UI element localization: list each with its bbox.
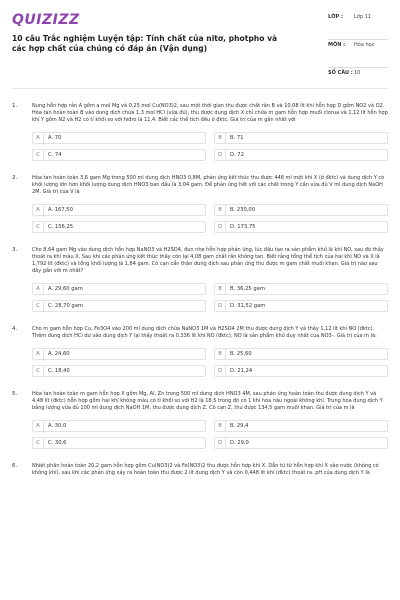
option-letter-box: A bbox=[33, 349, 44, 359]
option-text: D. 173,75 bbox=[230, 224, 256, 230]
option-text: C. 30,6 bbox=[48, 440, 67, 446]
question-item bbox=[12, 463, 388, 477]
answer-option[interactable] bbox=[214, 204, 388, 216]
answer-option[interactable] bbox=[214, 149, 388, 161]
option-letter-box: A bbox=[33, 205, 44, 215]
option-text: B. 25,60 bbox=[230, 351, 252, 357]
question-text: Cho m gam hỗn hợp Cu, Fe3O4 vào 200 ml dung dịch chứa NaNO3 1M và H2SO4 2M thu được dung dịch Y và thấy 1,12 lít khí NO (đktc). Thêm dung dịch HCl dư vào dung dịch Y lại thấy thoát ra 0,336 lít khí NO (đktc), NO là sản phẩm khử duy nhất của NO3-. Giá trị của m là: bbox=[32, 326, 377, 339]
answer-option[interactable] bbox=[32, 221, 206, 233]
worksheet-header bbox=[12, 12, 388, 84]
question-item bbox=[12, 175, 388, 233]
option-letter-box: C bbox=[33, 438, 44, 448]
option-text: A. 29,60 gam bbox=[48, 286, 83, 292]
option-text: C. 18,40 bbox=[48, 368, 70, 374]
option-text: B. 71 bbox=[230, 135, 244, 141]
answer-options bbox=[32, 204, 388, 233]
option-text: A. 24,60 bbox=[48, 351, 70, 357]
answer-options bbox=[32, 132, 388, 161]
meta-count-label: SỐ CÂU : bbox=[328, 70, 353, 76]
option-letter-box: A bbox=[33, 284, 44, 294]
option-letter-box: A bbox=[33, 421, 44, 431]
option-text: B. 230,00 bbox=[230, 207, 256, 213]
meta-grade-label: LỚP : bbox=[328, 14, 343, 20]
answer-option[interactable] bbox=[214, 300, 388, 312]
question-number: 6. bbox=[12, 463, 18, 469]
question-text: Nhiệt phân hoàn toàn 20,2 gam hỗn hợp gồm Cu(NO3)2 và Fe(NO3)2 thu được hỗn hợp khí X. Dẫn từ từ hỗn hợp khí X vào nước (không có không khí), sau khi các phản ứng xảy ra hoàn toàn thu được 2 lít dung dịch Y và còn 0,448 lít khí (đktc) thoát ra. pH của dung dịch Y là bbox=[32, 463, 379, 476]
answer-option[interactable] bbox=[32, 149, 206, 161]
option-letter-box: C bbox=[33, 222, 44, 232]
option-letter-box: C bbox=[33, 150, 44, 160]
option-text: D. 31,52 gam bbox=[230, 303, 266, 309]
answer-option[interactable] bbox=[32, 437, 206, 449]
meta-grade-row bbox=[328, 12, 388, 40]
question-text: Cho 8,64 gam Mg vào dung dịch hỗn hợp NaNO3 và H2SO4, đun nhẹ hỗn hợp phản ứng, lúc đầu tạo ra sản phẩm khử là khí NO, sau đó thấy thoát ra khí màu X. Sau khi các phản ứng kết thúc thấy còn lại 4,08 gam chất rắn không tan. Biết rằng tổng thể tích của hai khí NO và X là 1,792 lít (đktc) và tổng khối lượng là 1,84 gam. Cô cạn cẩn thận dung dịch sau phản ứng thu được m gam chất muối khan. Giá trị nào sau đây gần với m nhất? bbox=[32, 247, 384, 274]
option-text: C. 74 bbox=[48, 152, 62, 158]
question-text: Nung hỗn hợp rắn A gồm a mol Mg và 0,25 mol Cu(NO3)2, sau một thời gian thu được chất rắn B và 10,08 lít khí hỗn hợp D gồm NO2 và O2. Hòa tan hoàn toàn B vào dung dịch chứa 1,3 mol HCl (vừa đủ), thu được dung dịch X chỉ chứa m gam hỗn hợp muối clorua và 1,12 lít hỗn hợp khí Y gồm N2 và H2 có tỉ khối so với hiđro là 11,4. Biết các thể tích đều ở đktc. Giá trị của m gần nhất với bbox=[32, 103, 388, 123]
answer-options bbox=[32, 420, 388, 449]
option-text: A. 70 bbox=[48, 135, 62, 141]
option-letter-box: B bbox=[215, 205, 226, 215]
option-letter-box: C bbox=[33, 366, 44, 376]
option-text: C. 156,25 bbox=[48, 224, 74, 230]
option-text: D. 72 bbox=[230, 152, 244, 158]
option-text: B. 29,4 bbox=[230, 423, 249, 429]
option-letter-box: B bbox=[215, 284, 226, 294]
answer-option[interactable] bbox=[32, 420, 206, 432]
answer-options bbox=[32, 348, 388, 377]
option-letter-box: B bbox=[215, 133, 226, 143]
question-text: Hòa tan hoàn toàn 3,6 gam Mg trong 500 ml dung dịch HNO3 0,8M, phản ứng kết thúc thu được 448 ml một khí X (ở đktc) và dung dịch Y có khối lượng lớn hơn khối lượng dung dịch HNO3 ban đầu là 3,04 gam. Để phản ứng hết với các chất trong Y cần vừa đủ V ml dung dịch NaOH 2M. Giá trị của V là bbox=[32, 175, 385, 195]
meta-subject-label: MÔN : bbox=[328, 42, 346, 48]
quizizz-logo: QUIZIZZ bbox=[12, 12, 80, 28]
question-number: 1. bbox=[12, 103, 18, 109]
option-letter-box: C bbox=[33, 301, 44, 311]
question-list bbox=[12, 103, 388, 477]
question-text: Hòa tan hoàn toàn m gam hỗn hợp X gồm Mg, Al, Zn trong 500 ml dung dịch HNO3 4M, sau phản ứng hoàn toàn thu được dung dịch Y và 4,48 lít (đktc) hỗn hợp gồm hai khí không màu có tỉ khối so với H2 là 18,5 trong đó có 1 khí hóa nâu ngoài không khí. Trung hòa dung dịch Y bằng lượng vừa đủ 100 ml dung dịch NaOH 1M, thu được dung dịch Z. Cô cạn Z, thu được 134,5 gam muối khan. Giá trị của m là bbox=[32, 391, 383, 411]
meta-grade-value: Lớp 11 bbox=[354, 14, 371, 20]
option-letter-box: D bbox=[215, 438, 226, 448]
question-item bbox=[12, 103, 388, 161]
meta-count-row bbox=[328, 68, 388, 83]
question-item bbox=[12, 247, 388, 312]
question-number: 4. bbox=[12, 326, 18, 332]
header-divider bbox=[12, 88, 388, 89]
answer-option[interactable] bbox=[214, 437, 388, 449]
answer-options bbox=[32, 283, 388, 312]
option-text: C. 28,70 gam bbox=[48, 303, 83, 309]
answer-option[interactable] bbox=[214, 221, 388, 233]
meta-subject-value: Hóa học bbox=[354, 42, 375, 48]
option-letter-box: A bbox=[33, 133, 44, 143]
answer-option[interactable] bbox=[214, 365, 388, 377]
option-letter-box: D bbox=[215, 222, 226, 232]
answer-option[interactable] bbox=[32, 283, 206, 295]
option-letter-box: D bbox=[215, 366, 226, 376]
answer-option[interactable] bbox=[32, 348, 206, 360]
option-text: A. 167,50 bbox=[48, 207, 73, 213]
worksheet-title: 10 câu Trắc nghiệm Luyện tập: Tính chất của nitơ, photpho và các hợp chất của chúng có đáp án (Vận dụng) bbox=[12, 34, 278, 53]
option-letter-box: B bbox=[215, 349, 226, 359]
option-letter-box: D bbox=[215, 150, 226, 160]
question-item bbox=[12, 326, 388, 377]
meta-count-value: 10 bbox=[354, 70, 361, 76]
option-text: D. 29,0 bbox=[230, 440, 249, 446]
question-number: 3. bbox=[12, 247, 18, 253]
worksheet-meta bbox=[328, 12, 388, 83]
answer-option[interactable] bbox=[32, 365, 206, 377]
question-number: 2. bbox=[12, 175, 18, 181]
answer-option[interactable] bbox=[32, 300, 206, 312]
option-text: D. 21,24 bbox=[230, 368, 253, 374]
answer-option[interactable] bbox=[214, 348, 388, 360]
question-number: 5. bbox=[12, 391, 18, 397]
meta-subject-row bbox=[328, 40, 388, 68]
answer-option[interactable] bbox=[214, 132, 388, 144]
answer-option[interactable] bbox=[214, 283, 388, 295]
answer-option[interactable] bbox=[214, 420, 388, 432]
question-item bbox=[12, 391, 388, 449]
option-text: B. 36,25 gam bbox=[230, 286, 265, 292]
option-letter-box: B bbox=[215, 421, 226, 431]
answer-option[interactable] bbox=[32, 132, 206, 144]
answer-option[interactable] bbox=[32, 204, 206, 216]
option-letter-box: D bbox=[215, 301, 226, 311]
option-text: A. 30,0 bbox=[48, 423, 67, 429]
